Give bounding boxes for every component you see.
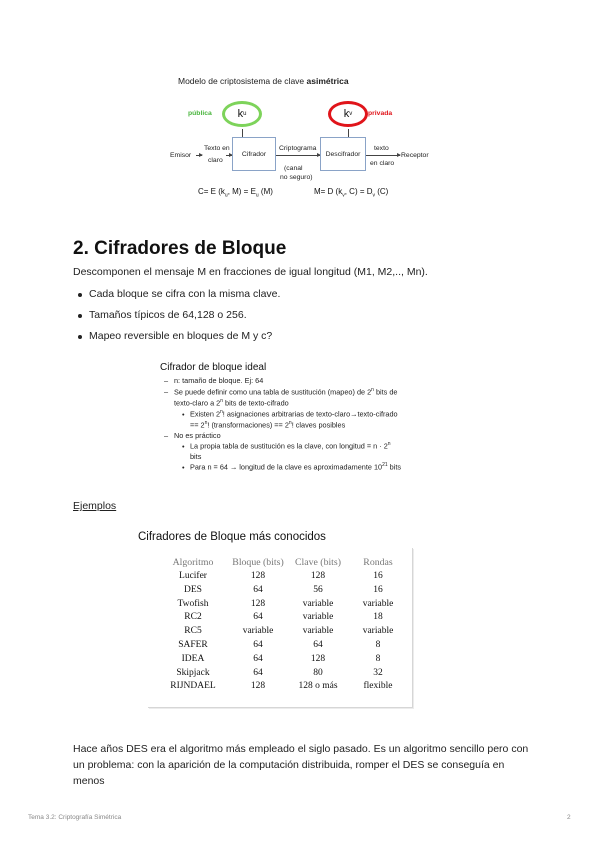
channel-label-2: no seguro) xyxy=(280,174,313,181)
table-title: Cifradores de Bloque más conocidos xyxy=(138,531,326,543)
ideal-key-length: • Para n = 64 → longitud de la clave es aproximadamente $10^{21}$ bits xyxy=(182,462,402,472)
ideal-not-practical: – No es práctico xyxy=(164,430,221,440)
channel-label-1: (canal xyxy=(284,165,303,172)
receiver-label: Receptor xyxy=(401,152,429,159)
decryptor-box: Descifrador xyxy=(320,137,366,171)
table-cell: 64 xyxy=(253,667,263,678)
table-cell: 128 xyxy=(310,653,326,664)
table-cell: IDEA xyxy=(181,653,205,664)
table-cell: 128 xyxy=(250,598,266,609)
public-key-connector xyxy=(242,129,243,137)
table-cell: 64 xyxy=(313,639,323,650)
ideal-own-table: • La propia tabla de sustitución es la clave, con longitud = $n \cdot 2^n$ xyxy=(182,441,391,451)
diagram-title: Modelo de criptosistema de clave asimétrica xyxy=(178,76,349,86)
table-cell: 64 xyxy=(253,653,263,664)
table-cell: 8 xyxy=(375,653,381,664)
private-key-connector xyxy=(348,129,349,137)
table-cell: Lucifer xyxy=(179,571,207,581)
ideal-n-definition: – n: tamaño de bloque. Ej: 64 xyxy=(164,376,264,385)
table-cell: Twofish xyxy=(177,598,209,609)
ideal-title: Cifrador de bloque ideal xyxy=(160,362,267,373)
private-label: privada xyxy=(368,110,393,117)
private-key-circle: k v xyxy=(328,101,368,127)
sender-label: Emisor xyxy=(170,152,192,159)
encryptor-box: Cifrador xyxy=(232,137,276,171)
table-cell: 64 xyxy=(253,612,263,623)
ideal-table-definition: – Se puede definir como una tabla de sustitución (mapeo) de 2$^n$ bits de xyxy=(164,386,398,397)
des-paragraph: Hace años DES era el algoritmo más empleado el siglo pasado. Es un algoritmo sencillo pero con un problema: con la aparición de la computación distribuida, romper el DES se conseguía en menos xyxy=(73,743,529,787)
list-item: Cada bloque se cifra con la misma clave. xyxy=(78,284,280,305)
table-cell: 128 xyxy=(250,571,266,581)
table-cell: RC5 xyxy=(184,626,202,637)
table-row xyxy=(158,653,408,667)
table-row xyxy=(158,625,408,639)
header-block-bits: Bloque (bits) xyxy=(232,556,284,568)
table-cell: 16 xyxy=(373,571,383,581)
decryption-formula: M= D ($k_v$, $C) = D_v$ (C) xyxy=(314,187,389,199)
table-row xyxy=(158,639,408,653)
table-cell: RIJNDAEL xyxy=(170,681,216,692)
table-cell: SAFER xyxy=(178,639,208,650)
table-row xyxy=(158,667,408,681)
table-cell: 64 xyxy=(253,584,263,595)
table-cell: variable xyxy=(302,612,334,623)
examples-label: Ejemplos xyxy=(73,500,117,512)
header-rounds: Rondas xyxy=(363,556,393,568)
public-label: pública xyxy=(188,110,212,117)
table-cell: 64 xyxy=(253,639,263,650)
plaintext-out-arrow xyxy=(366,155,400,156)
table-cell: flexible xyxy=(363,681,393,692)
plaintext-in-label-2: claro xyxy=(208,157,223,164)
ciphertext-arrow xyxy=(276,155,320,156)
table-cell: 128 xyxy=(250,681,266,692)
header-algorithm: Algoritmo xyxy=(172,556,214,568)
table-cell: 16 xyxy=(373,584,383,595)
table-row xyxy=(158,570,408,584)
bullet-list xyxy=(78,284,280,347)
public-key-circle: k u xyxy=(222,101,262,127)
table-row xyxy=(158,584,408,598)
ideal-exist-assignments: • Existen 2$^n$! asignaciones arbitrarias de texto-claro→texto-cifrado xyxy=(182,409,398,419)
table-cell: 128 xyxy=(310,571,326,581)
table-cell: variable xyxy=(242,626,274,637)
intro-text: Descomponen el mensaje M en fracciones de igual longitud (M1, M2,.., Mn). xyxy=(73,266,428,278)
table-cell: RC2 xyxy=(184,612,202,623)
table-cell: variable xyxy=(302,598,334,609)
asymmetric-cryptosystem-diagram xyxy=(160,70,450,210)
table-cell: 18 xyxy=(373,612,383,623)
ideal-block-cipher-slide xyxy=(160,362,445,487)
header-key-bits: Clave (bits) xyxy=(295,556,341,568)
footer-title: Tema 3.2: Criptografía Simétrica xyxy=(28,814,122,821)
plaintext-out-label-2: en claro xyxy=(370,160,395,167)
table-cell: 56 xyxy=(313,584,323,595)
sender-arrow xyxy=(196,155,202,156)
table-cell: 80 xyxy=(313,667,323,678)
plaintext-in-label-1: Texto en xyxy=(204,145,230,152)
page-number: 2 xyxy=(567,814,571,821)
table-cell: 128 o más xyxy=(298,681,338,692)
ideal-own-table-cont: bits xyxy=(190,451,202,461)
table-header-row xyxy=(158,554,408,570)
table-cell: Skipjack xyxy=(176,667,210,678)
list-item: Tamaños típicos de 64,128 o 256. xyxy=(78,305,280,326)
table-row xyxy=(158,680,408,694)
ideal-table-definition-cont: texto-claro a 2$^n$ bits de texto-cifrado xyxy=(174,398,289,408)
table-cell: DES xyxy=(184,584,202,595)
block-cipher-table xyxy=(158,554,408,694)
plaintext-out-label-1: texto xyxy=(374,145,389,152)
table-cell: variable xyxy=(302,626,334,637)
block-cipher-table-frame xyxy=(148,548,413,708)
ideal-exist-assignments-cont: == $2^n$! (transformaciones) == $2^n$! claves posibles xyxy=(190,420,346,430)
section-heading: 2. Cifradores de Bloque xyxy=(73,238,287,259)
table-cell: variable xyxy=(362,626,394,637)
table-cell: 8 xyxy=(375,639,381,650)
table-row xyxy=(158,598,408,612)
encryption-formula: C= E ($k_u$, $M) = E_u$ (M) xyxy=(198,187,273,199)
table-row xyxy=(158,611,408,625)
ciphertext-label: Criptograma xyxy=(279,145,317,152)
list-item: Mapeo reversible en bloques de M y c? xyxy=(78,326,280,347)
table-cell: variable xyxy=(362,598,394,609)
table-cell: 32 xyxy=(373,667,383,678)
